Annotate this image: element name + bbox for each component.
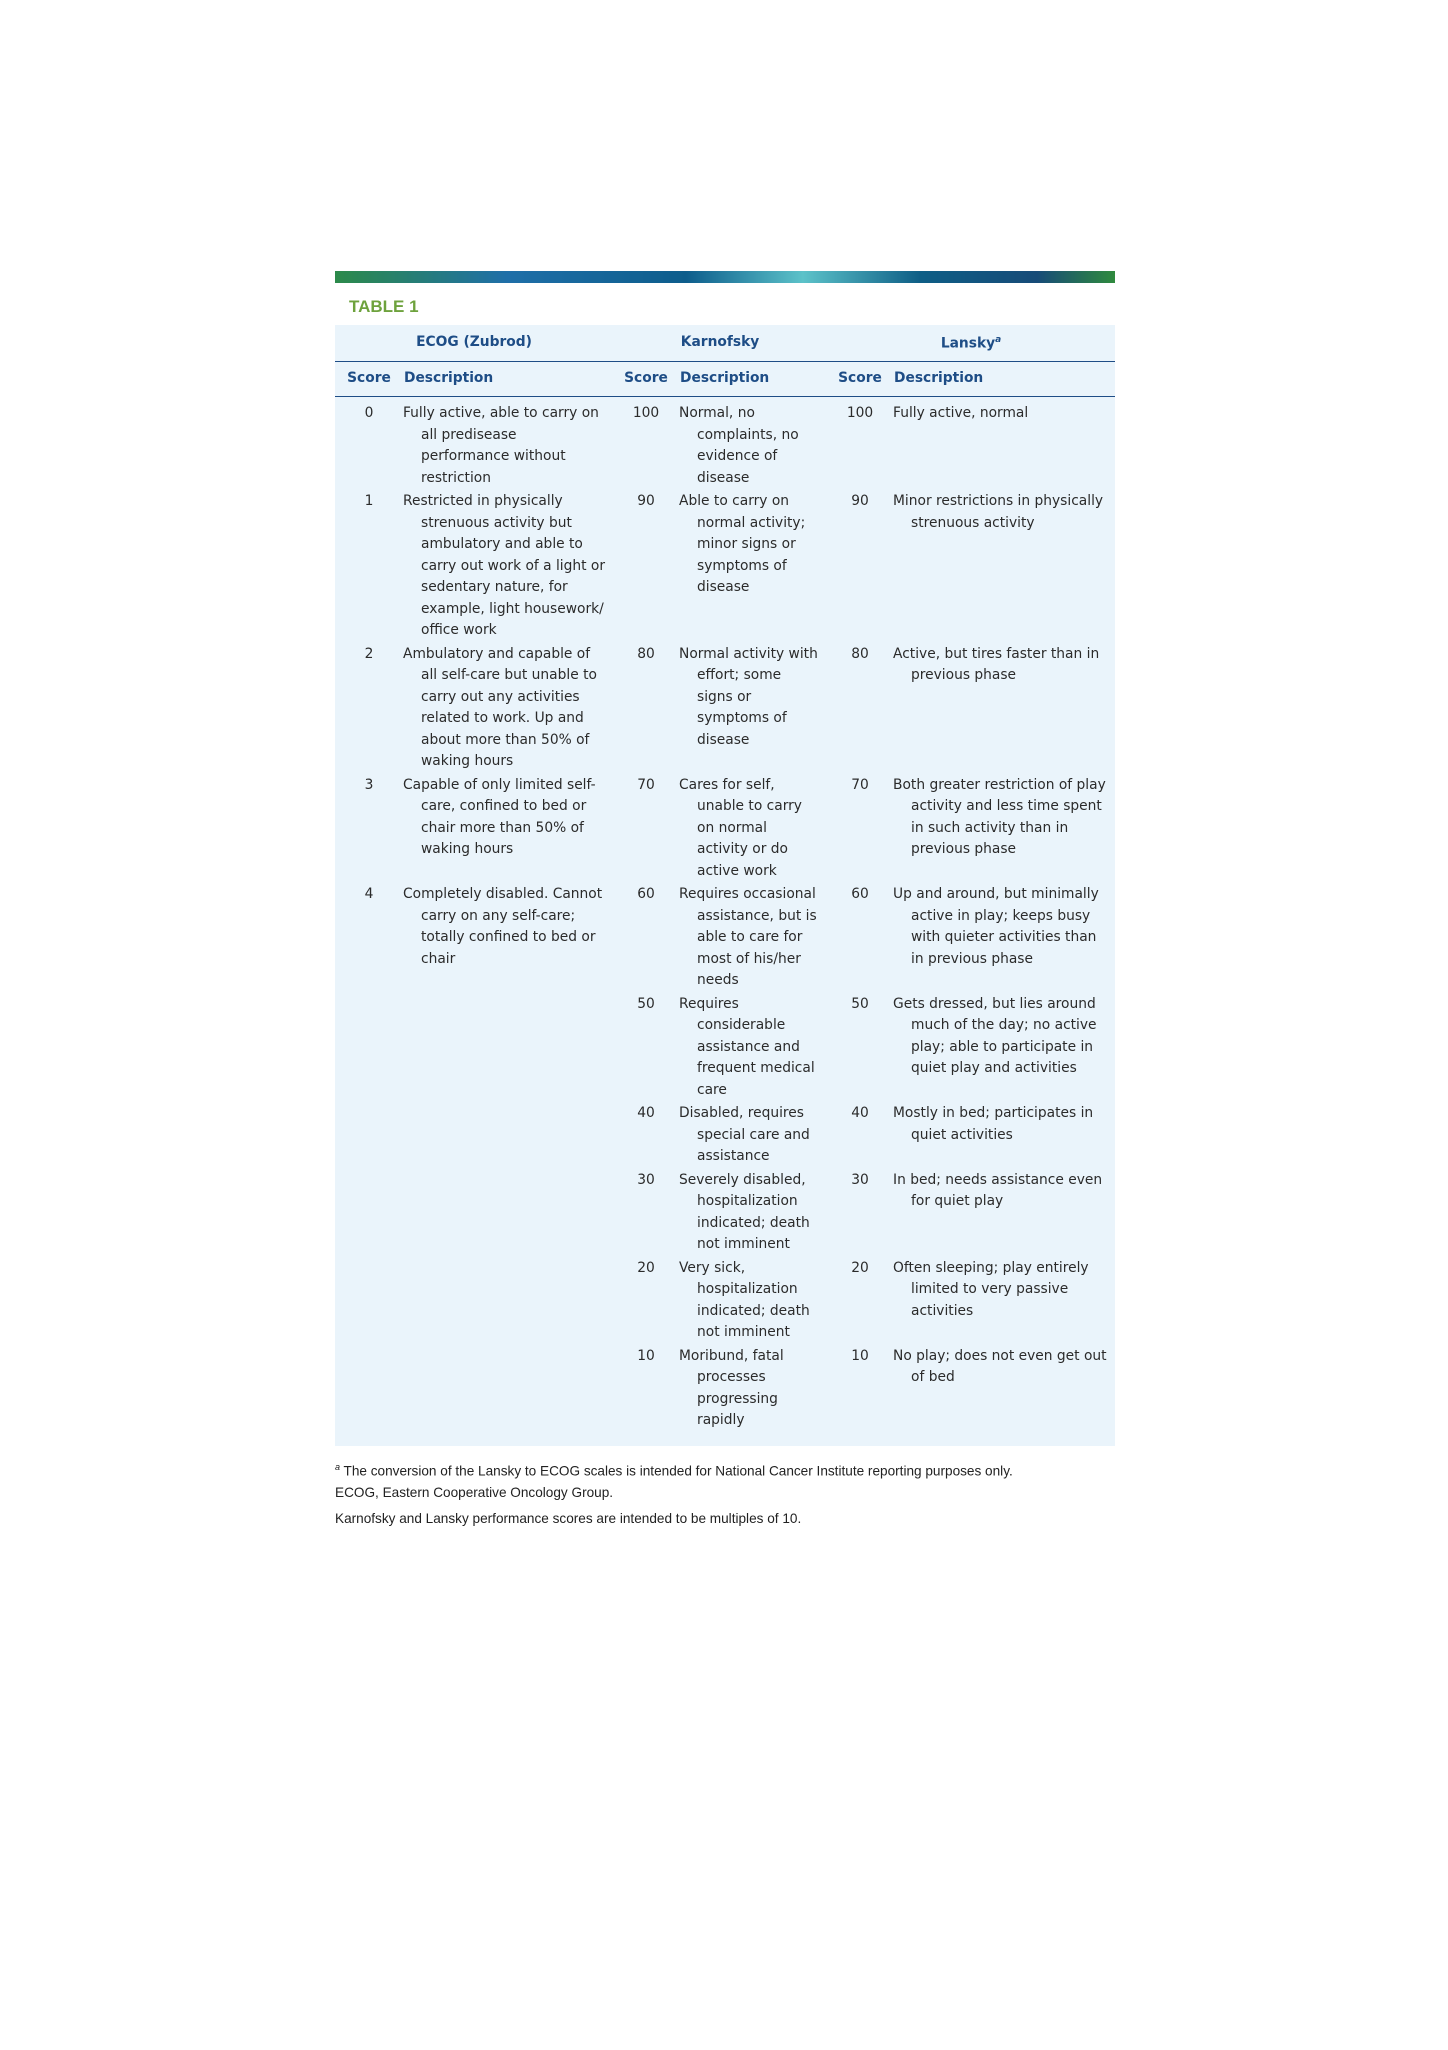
ecog-description-cell [403,397,613,490]
ecog-score: 4 [364,886,374,902]
karnofsky-description-cell [679,1168,827,1256]
lansky-score-cell [827,773,893,883]
ecog-description-cell [403,1101,613,1168]
ecog-description-cell [403,489,613,642]
table-label: TABLE 1 [335,283,1115,325]
lansky-score: 90 [851,493,869,509]
group-lansky-sup: a [995,335,1002,346]
table-row [335,992,1115,1102]
ecog-score: 3 [364,776,374,793]
abbreviation-note: ECOG, Eastern Cooperative Oncology Group. [335,1484,614,1500]
footnote-a [335,1454,1115,1480]
lansky-score-cell [827,489,893,642]
ecog-description-cell [403,642,613,773]
lansky-description: Gets dressed, but lies around much of the day; no active play; able to participate in quiet play and activities [893,995,1097,1076]
ecog-score-cell [335,1344,403,1432]
lansky-score-cell [827,1101,893,1168]
table-row [335,489,1115,642]
lansky-score-cell [827,397,893,490]
col-karnofsky-score: Score [613,362,679,397]
lansky-description: Minor restrictions in physically strenuous activity [893,493,1104,531]
ecog-description-cell [403,882,613,992]
lansky-score: 60 [851,886,869,902]
lansky-description: Up and around, but minimally active in play; keeps busy with quieter activities than in previous phase [893,886,1099,967]
karnofsky-description-cell [679,1101,827,1168]
ecog-score: 1 [364,493,374,509]
karnofsky-score-cell [613,992,679,1102]
ecog-score-cell [335,1168,403,1256]
ecog-score-cell [335,992,403,1102]
lansky-score-cell [827,1256,893,1344]
group-lansky [827,325,1115,362]
karnofsky-score-cell [613,1101,679,1168]
lansky-description-cell [893,489,1115,642]
karnofsky-score: 60 [637,886,655,902]
ecog-score-cell [335,882,403,992]
ecog-score-cell [335,773,403,883]
ecog-description: Completely disabled. Cannot carry on any self-care; totally confined to bed or chair [403,886,603,967]
lansky-description-cell [893,1101,1115,1168]
lansky-description: In bed; needs assistance even for quiet play [893,1171,1103,1209]
footnote-sup: a [335,1461,341,1472]
lansky-description: Often sleeping; play entirely limited to very passive activities [893,1259,1089,1319]
table-row [335,397,1115,490]
karnofsky-description-cell [679,1344,827,1432]
ecog-score: 2 [364,645,374,662]
group-ecog: ECOG (Zubrod) [335,325,613,362]
ecog-description: Ambulatory and capable of all self-care but unable to carry out any activities related to work. Up and about more than 50% of waking hours [403,645,597,769]
lansky-score: 70 [851,776,869,793]
karnofsky-score: 80 [637,645,655,662]
color-bar [335,271,1115,283]
karnofsky-description: Able to carry on normal activity; minor signs or symptoms of disease [679,493,806,595]
table-panel [335,325,1115,1446]
karnofsky-score: 10 [637,1347,655,1364]
karnofsky-description-cell [679,397,827,490]
lansky-score-cell [827,882,893,992]
col-lansky-description: Description [893,362,1115,397]
karnofsky-score-cell [613,489,679,642]
lansky-description: Both greater restriction of play activity and less time spent in such activity than in previous phase [893,776,1106,857]
lansky-score-cell [827,1168,893,1256]
ecog-description: Fully active, able to carry on all predisease performance without restriction [403,405,599,486]
table-row [335,1101,1115,1168]
group-header-row [335,325,1115,362]
table-notes [335,1454,1115,1532]
ecog-description: Capable of only limited self-care, confined to bed or chair more than 50% of waking hours [403,776,596,857]
group-lansky-label: Lansky [940,336,996,353]
col-karnofsky-description: Description [679,362,827,397]
lansky-description-cell [893,882,1115,992]
ecog-score-cell [335,1101,403,1168]
table-row [335,773,1115,883]
karnofsky-description-cell [679,489,827,642]
ecog-description-cell [403,1344,613,1432]
karnofsky-description: Disabled, requires special care and assistance [679,1105,810,1164]
group-karnofsky: Karnofsky [613,325,827,362]
table-row [335,1168,1115,1256]
lansky-score: 10 [851,1347,869,1364]
karnofsky-description-cell [679,992,827,1102]
lansky-description-cell [893,1344,1115,1432]
lansky-score: 20 [851,1259,869,1276]
col-ecog-description: Description [403,362,613,397]
karnofsky-description-cell [679,773,827,883]
col-lansky-score: Score [827,362,893,397]
lansky-score: 40 [851,1105,869,1121]
karnofsky-score: 30 [637,1171,655,1188]
table-row [335,1256,1115,1344]
table-sheet [335,271,1115,1532]
lansky-description-cell [893,1168,1115,1256]
table-row [335,642,1115,773]
ecog-score-cell [335,1256,403,1344]
karnofsky-score-cell [613,642,679,773]
karnofsky-score: 100 [632,405,660,421]
karnofsky-description-cell [679,642,827,773]
ecog-description-cell [403,1256,613,1344]
karnofsky-description-cell [679,882,827,992]
lansky-score: 30 [851,1171,869,1188]
ecog-description-cell [403,773,613,883]
lansky-score: 80 [851,645,869,662]
lansky-description: Active, but tires faster than in previous phase [893,645,1100,683]
table-body [335,397,1115,1432]
ecog-score: 0 [364,405,374,421]
table-row [335,1344,1115,1432]
karnofsky-description: Severely disabled, hospitalization indicated; death not imminent [679,1171,810,1252]
lansky-description: Mostly in bed; participates in quiet activities [893,1105,1094,1143]
karnofsky-score: 20 [637,1259,655,1276]
karnofsky-description-cell [679,1256,827,1344]
karnofsky-description: Very sick, hospitalization indicated; death not imminent [679,1259,810,1340]
ecog-description-cell [403,992,613,1102]
karnofsky-score-cell [613,397,679,490]
ecog-description-cell [403,1168,613,1256]
lansky-description-cell [893,773,1115,883]
table-row [335,882,1115,992]
column-header-row [335,362,1115,397]
ecog-score-cell [335,397,403,490]
lansky-score-cell [827,1344,893,1432]
ecog-description: Restricted in physically strenuous activity but ambulatory and able to carry out work of a light or sedentary nature, for example, light housework/ office work [403,493,606,638]
karnofsky-description: Cares for self, unable to carry on normal activity or do active work [679,776,802,879]
col-ecog-score: Score [335,362,403,397]
lansky-score-cell [827,992,893,1102]
karnofsky-score: 70 [637,776,655,793]
lansky-description-cell [893,1256,1115,1344]
ecog-score-cell [335,489,403,642]
lansky-score: 50 [851,995,869,1012]
footnote-text: The conversion of the Lansky to ECOG scales is intended for National Cancer Institute reporting purposes only. [343,1463,1013,1479]
karnofsky-score-cell [613,1256,679,1344]
lansky-description: No play; does not even get out of bed [893,1347,1107,1385]
karnofsky-description: Normal, no complaints, no evidence of disease [679,405,799,486]
karnofsky-score-cell [613,1344,679,1432]
lansky-score: 100 [846,405,874,421]
multiples-note: Karnofsky and Lansky performance scores are intended to be multiples of 10. [335,1510,802,1526]
karnofsky-score: 50 [637,995,655,1012]
karnofsky-score-cell [613,773,679,883]
karnofsky-description: Moribund, fatal processes progressing rapidly [679,1347,784,1428]
karnofsky-description: Requires considerable assistance and frequent medical care [679,995,815,1098]
karnofsky-score: 90 [637,493,655,509]
karnofsky-score-cell [613,882,679,992]
lansky-score-cell [827,642,893,773]
performance-table [335,325,1115,1432]
lansky-description-cell [893,642,1115,773]
karnofsky-score-cell [613,1168,679,1256]
lansky-description-cell [893,992,1115,1102]
karnofsky-score: 40 [637,1105,655,1121]
karnofsky-description: Requires occasional assistance, but is able to care for most of his/her needs [679,886,817,988]
ecog-score-cell [335,642,403,773]
lansky-description: Fully active, normal [893,405,1029,421]
lansky-description-cell [893,397,1115,490]
karnofsky-description: Normal activity with effort; some signs or symptoms of disease [679,645,818,748]
